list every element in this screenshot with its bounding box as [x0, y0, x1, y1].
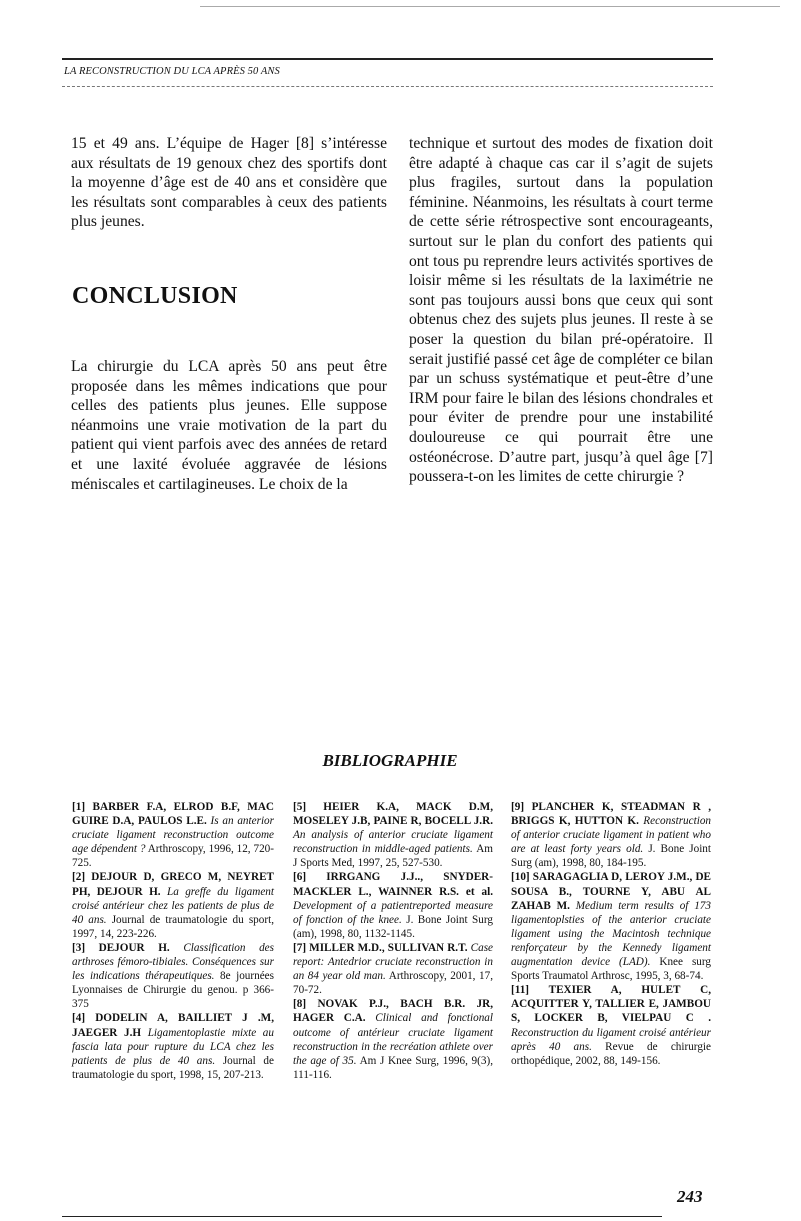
reference-item: [293, 870, 493, 940]
reference-title: La greffe du ligament croisé antérieur chez les patients de plus de 40 ans.: [72, 885, 274, 926]
reference-authors: [3] DEJOUR H.: [72, 941, 170, 954]
reference-title: Medium term results of 173 ligamentoplsties of the anterior cruciate ligament using the Macintosh technique renforçateur by the Kennedy ligament augmentation device (LAD).: [511, 899, 711, 969]
footer-rule: [62, 1216, 662, 1217]
reference-item: [72, 870, 274, 940]
reference-item: [293, 941, 493, 997]
reference-item: [293, 997, 493, 1082]
reference-title: Classification des arthroses fémoro-tibiales. Conséquences sur les indications thérapeutiques.: [72, 941, 274, 983]
right-column: [409, 134, 713, 487]
reference-title: Is an anterior cruciate ligament reconstruction outcome age dépendent ?: [72, 815, 275, 856]
conclusion-heading: CONCLUSION: [72, 283, 238, 309]
body-paragraph: 15 et 49 ans. L’équipe de Hager [8] s’intéresse aux résultats de 19 genoux chez des sportifs dont la moyenne d’âge est de 40 ans et considère que les résultats sont comparables à ceux des patients plus jeunes.: [71, 135, 387, 231]
reference-authors: [6] IRRGANG J.J.., SNYDER-MACKLER L., WAINNER R.S. et al.: [293, 871, 493, 898]
reference-source: Arthroscopy, 1996, 12, 720-725.: [72, 843, 274, 870]
reference-authors: [10] SARAGAGLIA D, LEROY J.M., DE SOUSA B., TOURNE Y, ABU AL ZAHAB M.: [511, 871, 711, 912]
references-column-2: [293, 800, 493, 1082]
page-number: 243: [677, 1187, 703, 1206]
reference-authors: [8] NOVAK P.J., BACH B.R. JR, HAGER C.A.: [293, 998, 493, 1025]
reference-title: An analysis of anterior cruciate ligament reconstruction in middle-aged patients.: [293, 829, 493, 856]
reference-title: Reconstruction of anterior cruciate ligament in patient who are at least forty years old.: [511, 815, 712, 856]
reference-item: [72, 941, 274, 1011]
reference-source: Arthroscopy, 2001, 17, 70-72.: [293, 970, 493, 997]
left-column-bottom: [71, 357, 387, 494]
reference-item: [72, 800, 274, 870]
left-column-top: [71, 134, 387, 232]
reference-item: [293, 800, 493, 870]
body-paragraph: La chirurgie du LCA après 50 ans peut être proposée dans les mêmes indications que pour celles des patients plus jeunes. Elle suppose néanmoins une vraie motivation de la part du patient qui vient parfois avec des années de retard et une laxité évoluée aggravée de lésions méniscales et cartilagineuses. Le choix de la: [71, 358, 387, 493]
references-column-3: [511, 800, 711, 1068]
references-column-1: [72, 800, 274, 1082]
reference-authors: [7] MILLER M.D., SULLIVAN R.T.: [293, 941, 468, 954]
header-dashed-rule: [62, 86, 713, 87]
reference-authors: [5] HEIER K.A, MACK D.M, MOSELEY J.B, PAINE R, BOCELL J.R.: [293, 801, 493, 828]
reference-item: [72, 1011, 274, 1081]
reference-source: 8e journées Lyonnaises de Chirurgie du genou. p 366-375: [72, 970, 274, 1011]
top-rule: [200, 6, 780, 7]
reference-authors: [4] DODELIN A, BAILLIET J .M, JAEGER J.H: [72, 1012, 274, 1039]
reference-authors: [9] PLANCHER K, STEADMAN R , BRIGGS K, HUTTON K.: [511, 801, 711, 828]
reference-source: J. Bone Joint Surg (am), 1998, 80, 1132-1145.: [293, 913, 493, 940]
reference-source: Am J Sports Med, 1997, 25, 527-530.: [293, 843, 493, 870]
reference-item: [511, 983, 711, 1068]
reference-source: J. Bone Joint Surg (am), 1998, 80, 184-195.: [511, 843, 712, 870]
reference-source: Journal de traumatologie du sport, 1997, 14, 223-226.: [72, 913, 274, 940]
reference-item: [511, 870, 711, 983]
reference-title: Clinical and fonctional outcome of antérieur cruciate ligament reconstruction in the recréation athlete over the age of 35.: [293, 1012, 494, 1067]
body-paragraph: technique et surtout des modes de fixation doit être adapté à chaque cas car il s’agit de sujets plus fragiles, surtout dans la population féminine. Néanmoins, les résultats à court terme de cette série rétrospective sont encourageants, surtout sur le plan du confort des patients qui ont tous pu reprendre leurs activités sportives de loisir même si les résultats de la laximétrie ne sont pas toujours aussi bons que ceux qui sont obtenus chez des sujets plus jeunes. Il reste à se poser la question du bilan pré-opératoire. Il serait justifié passé cet âge de compléter ce bilan par un schuss systématique et peut-être d’une IRM pour faire le bilan des lésions chondrales et pour éviter de prendre pour une instabilité douloureuse ce qui pourrait être une ostéonécrose. D’autre part, jusqu’à quel âge [7] poussera-t-on les limites de cette chirurgie ?: [409, 135, 713, 486]
reference-source: Am J Knee Surg, 1996, 9(3), 111-116.: [293, 1054, 493, 1081]
reference-item: [511, 800, 711, 870]
reference-source: Knee surg Sports Traumatol Arthrosc, 1995, 3, 68-74.: [511, 956, 712, 983]
reference-authors: [11] TEXIER A, HULET C, ACQUITTER Y, TALLIER E, JAMBOU S, LOCKER B, VIELPAU C .: [511, 984, 711, 1025]
reference-title: Development of a patientreported measure of fonction of the knee.: [293, 899, 493, 926]
reference-source: Revue de chirurgie orthopédique, 2002, 88, 149-156.: [511, 1040, 712, 1067]
reference-authors: [1] BARBER F.A, ELROD B.F, MAC GUIRE D.A, PAULOS L.E.: [72, 801, 274, 828]
running-title: LA RECONSTRUCTION DU LCA APRÈS 50 ANS: [64, 66, 280, 77]
reference-authors: [2] DEJOUR D, GRECO M, NEYRET PH, DEJOUR H.: [72, 871, 274, 898]
reference-title: Case report: Antedrior cruciate reconstruction in an 84 year old man.: [293, 941, 494, 983]
bibliography-heading: BIBLIOGRAPHIE: [322, 751, 458, 770]
header-rule: [62, 58, 713, 60]
reference-source: Journal de traumatologie du sport, 1998, 15, 207-213.: [72, 1054, 274, 1081]
reference-title: Reconstruction du ligament croisé antérieur après 40 ans.: [511, 1026, 711, 1053]
reference-title: Ligamentoplastie mixte au fascia lata pour rupture du LCA chez les patients de plus de 40 ans.: [72, 1026, 274, 1067]
